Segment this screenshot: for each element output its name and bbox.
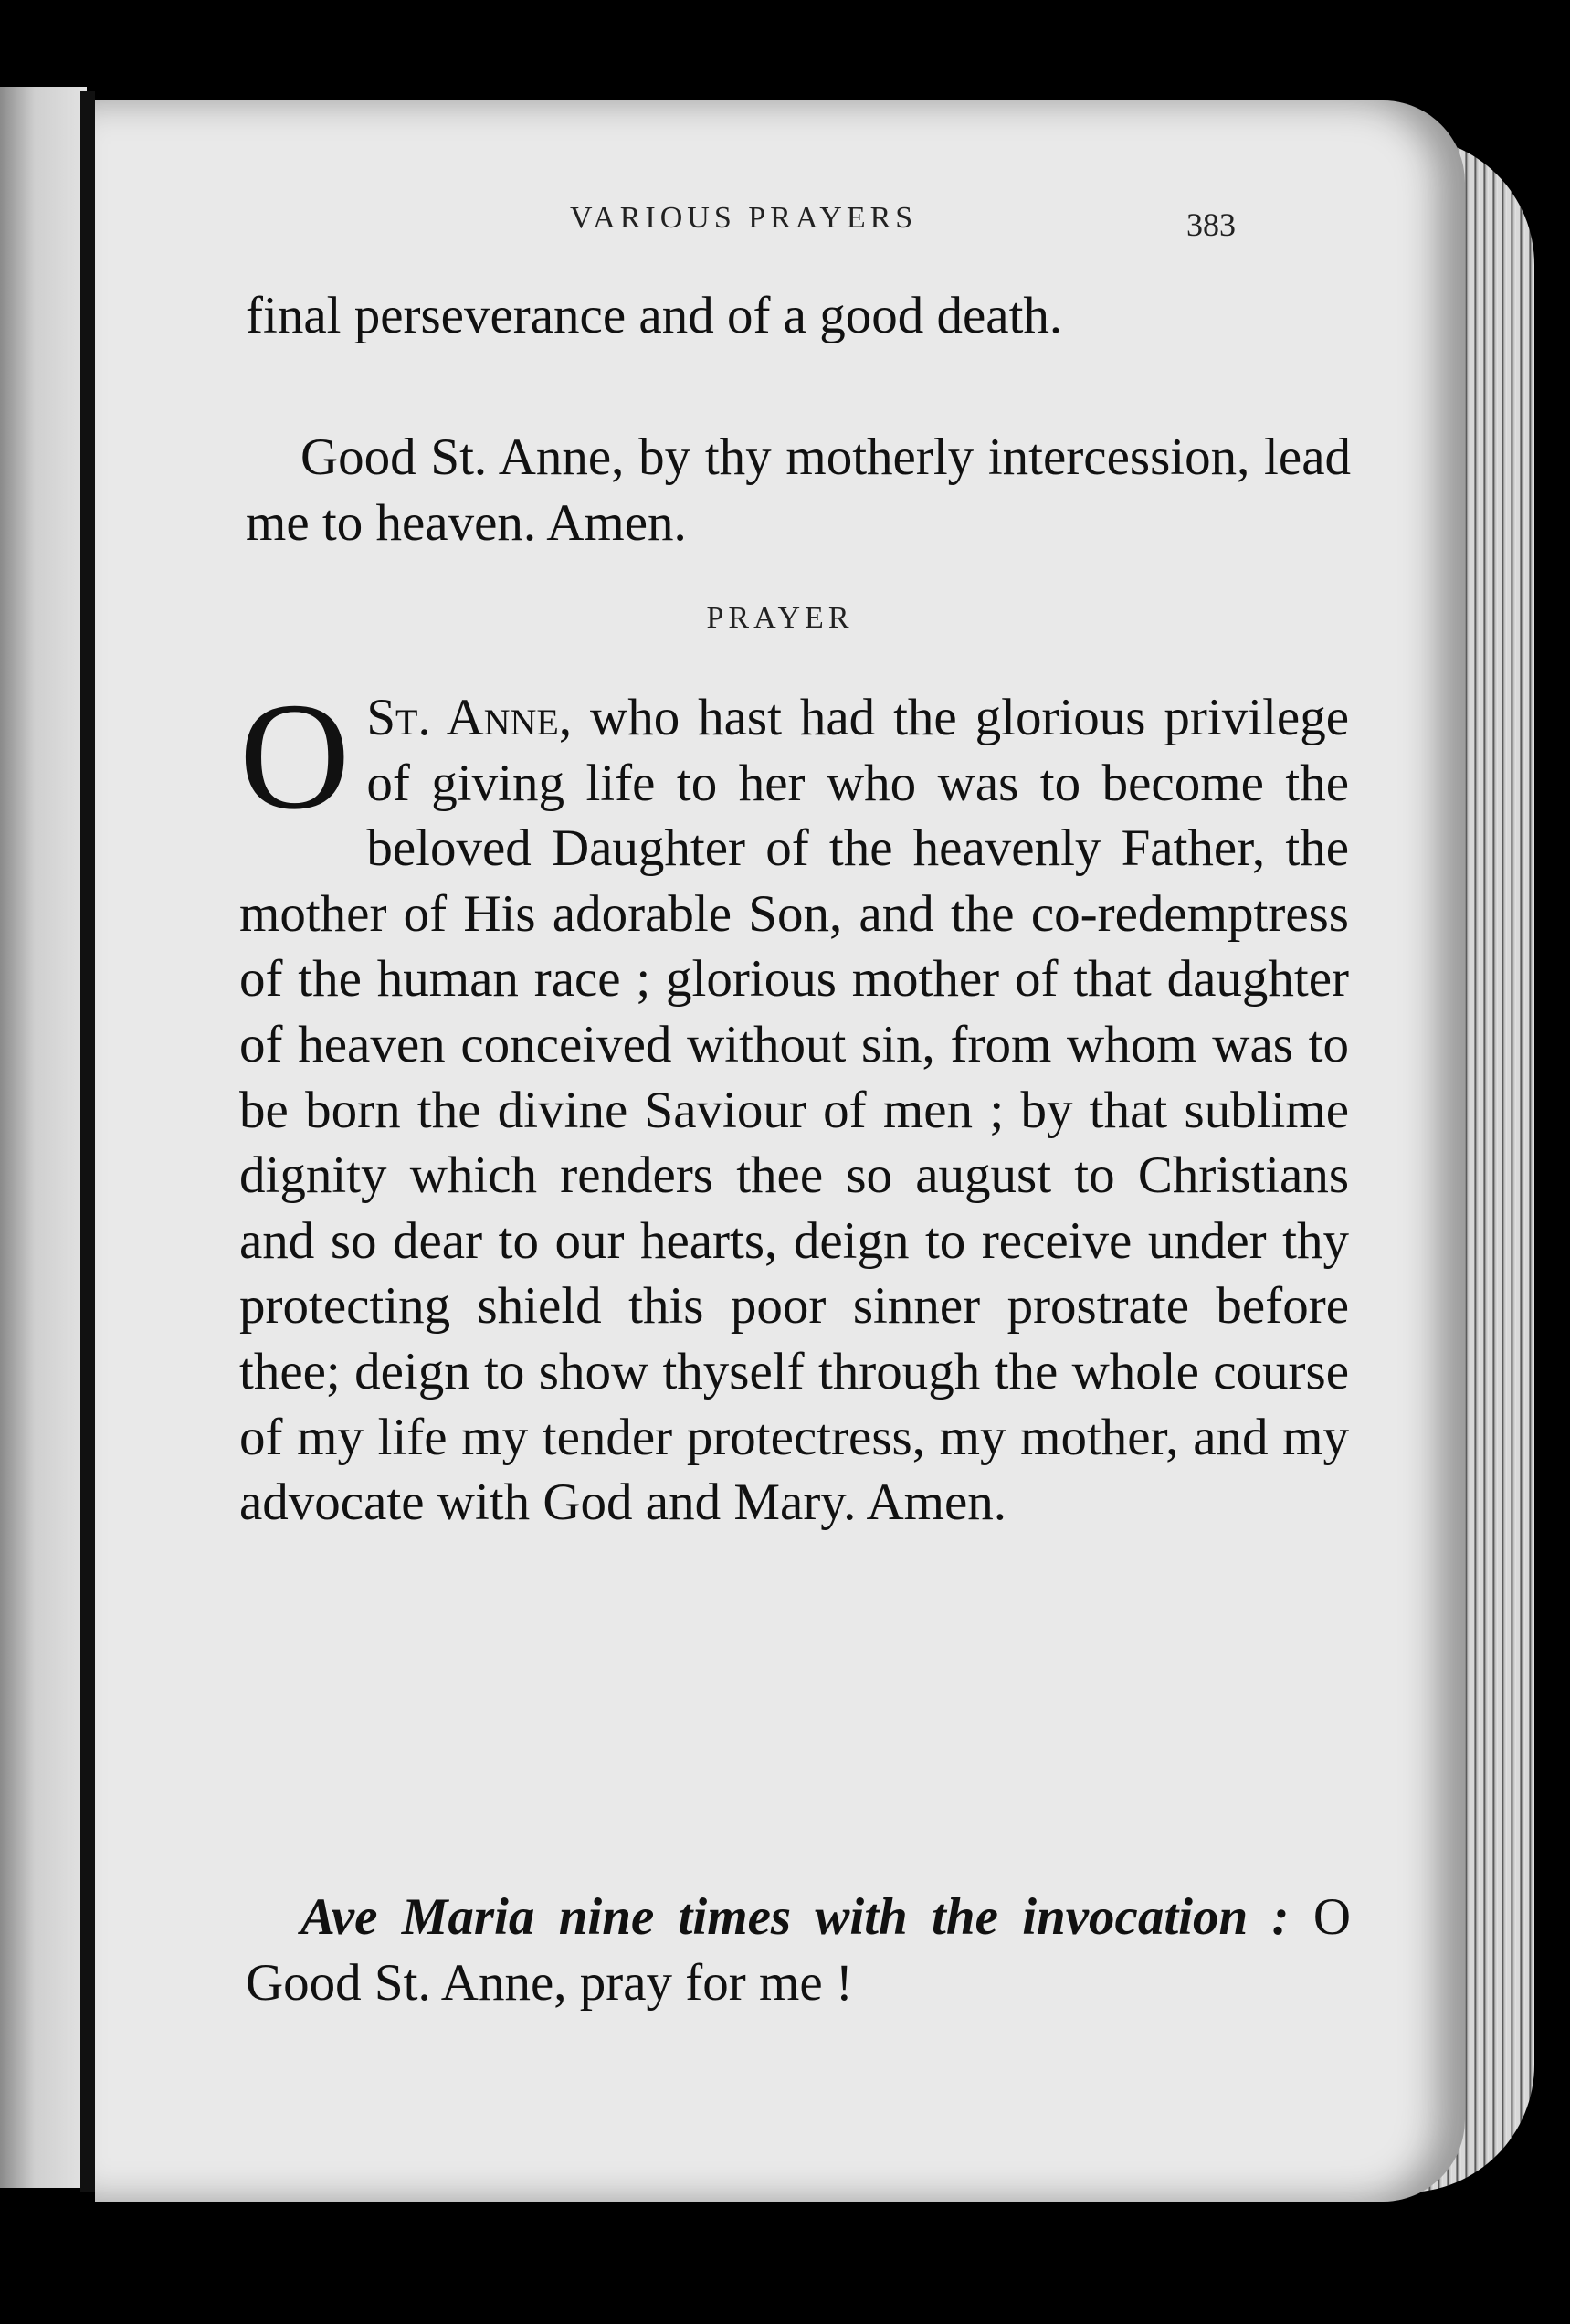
drop-cap: O <box>239 671 351 841</box>
rubric-paragraph <box>246 1885 1351 2016</box>
book-gutter <box>80 91 95 2192</box>
paragraph-intercession: Good St. Anne, by thy motherly intercession, lead me to heaven. Amen. <box>246 428 1351 552</box>
page-number: 383 <box>1186 206 1236 243</box>
running-head: VARIOUS PRAYERS <box>570 201 918 235</box>
paragraph-continuation: final perseverance and of a good death. <box>246 287 1063 344</box>
prayer-paragraph <box>239 671 1349 1536</box>
rubric-instruction: Ave Maria nine times with the invocation : <box>300 1888 1290 1946</box>
prayer-body: who hast had the glorious privilege of giving life to her who was to become the beloved Daughter of the heavenly Father, the mother of His adorable Son, and the co-redemptress of the human race ; glorious mother of that daughter of heaven conceived without sin, from whom was to be born the divine Saviour of men ; by that sublime dignity which renders thee so august to Christians and so dear to our hearts, deign to receive under thy protecting shield this poor sinner prostrate before thee; deign to show thyself through the whole course of my life my tender protectress, my mother, and my advocate with God and Mary. Amen. <box>239 689 1349 1532</box>
prayer-lead-in: St. Anne, <box>366 689 573 746</box>
book-page <box>95 100 1465 2202</box>
left-page-edge <box>0 87 87 2188</box>
rubric-invocation: O Good St. Anne, pray for me ! <box>246 1888 1351 2012</box>
section-heading: PRAYER <box>706 601 854 635</box>
